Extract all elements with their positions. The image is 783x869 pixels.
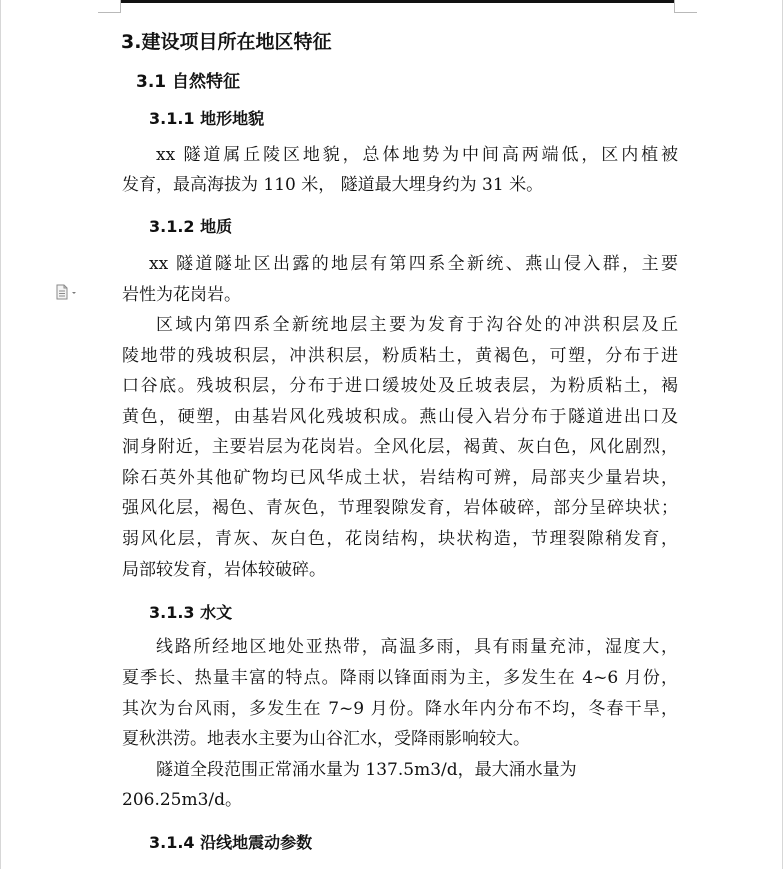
- hydrology-line-1: 线路所经地区地处亚热带，高温多雨，具有雨量充沛，湿度大，: [156, 637, 678, 657]
- document-icon[interactable]: [55, 284, 81, 300]
- terrain-line-2: 发育，最高海拔为 110 米， 隧道最大埋身约为 31 米。: [122, 175, 544, 195]
- section-3-1-4-heading: 3.1.4 沿线地震动参数: [149, 833, 313, 852]
- hydrology-line-4: 夏秋洪涝。地表水主要为山谷汇水，受降雨影响较大。: [122, 729, 530, 749]
- geology-line-10: 弱风化层，青灰、灰白色，花岗结构，块状构造，节理裂隙稍发育，: [122, 529, 678, 549]
- hydrology-line-3: 其次为台风雨，多发生在 7~9 月份。降水年内分布不均，冬春干旱，: [122, 699, 678, 719]
- top-table-border: [120, 0, 674, 3]
- section-3-heading: 3.建设项目所在地区特征: [121, 31, 332, 53]
- geology-line-1: xx 隧道隧址区出露的地层有第四系全新统、燕山侵入群，主要: [149, 254, 678, 274]
- geology-line-5: 口谷底。残坡积层，分布于进口缓坡处及丘坡表层，为粉质粘土，褐: [122, 376, 678, 396]
- section-3-1-heading: 3.1 自然特征: [136, 72, 241, 92]
- geology-line-4: 陵地带的残坡积层，冲洪积层，粉质粘土，黄褐色，可塑，分布于进: [122, 346, 678, 366]
- section-3-1-3-heading: 3.1.3 水文: [149, 603, 233, 622]
- section-3-1-1-heading: 3.1.1 地形地貌: [149, 109, 265, 128]
- terrain-line-1: xx 隧道属丘陵区地貌，总体地势为中间高两端低，区内植被: [156, 145, 678, 165]
- margin-corner-mark-right: [674, 0, 697, 13]
- geology-line-11: 局部较发育，岩体较破碎。: [122, 560, 326, 580]
- geology-line-2: 岩性为花岗岩。: [122, 285, 241, 305]
- geology-line-3: 区域内第四系全新统地层主要为发育于沟谷处的冲洪积层及丘: [156, 315, 678, 335]
- hydrology-line-5: 隧道全段范围正常涌水量为 137.5m3/d，最大涌水量为: [156, 760, 577, 780]
- hydrology-line-6: 206.25m3/d。: [122, 790, 243, 810]
- margin-corner-mark-left: [98, 0, 121, 13]
- geology-line-7: 洞身附近，主要岩层为花岗岩。全风化层，褐黄、灰白色，风化剧烈，: [122, 437, 678, 457]
- geology-line-8: 除石英外其他矿物均已风华成土状，岩结构可辨，局部夹少量岩块，: [122, 468, 678, 488]
- geology-line-6: 黄色，硬塑，由基岩风化残坡积成。燕山侵入岩分布于隧道进出口及: [122, 407, 678, 427]
- geology-line-9: 强风化层，褐色、青灰色，节理裂隙发育，岩体破碎，部分呈碎块状；: [122, 498, 678, 518]
- hydrology-line-2: 夏季长、热量丰富的特点。降雨以锋面雨为主，多发生在 4~6 月份，: [122, 668, 678, 688]
- section-3-1-2-heading: 3.1.2 地质: [149, 217, 233, 236]
- page-left-edge: [0, 0, 1, 869]
